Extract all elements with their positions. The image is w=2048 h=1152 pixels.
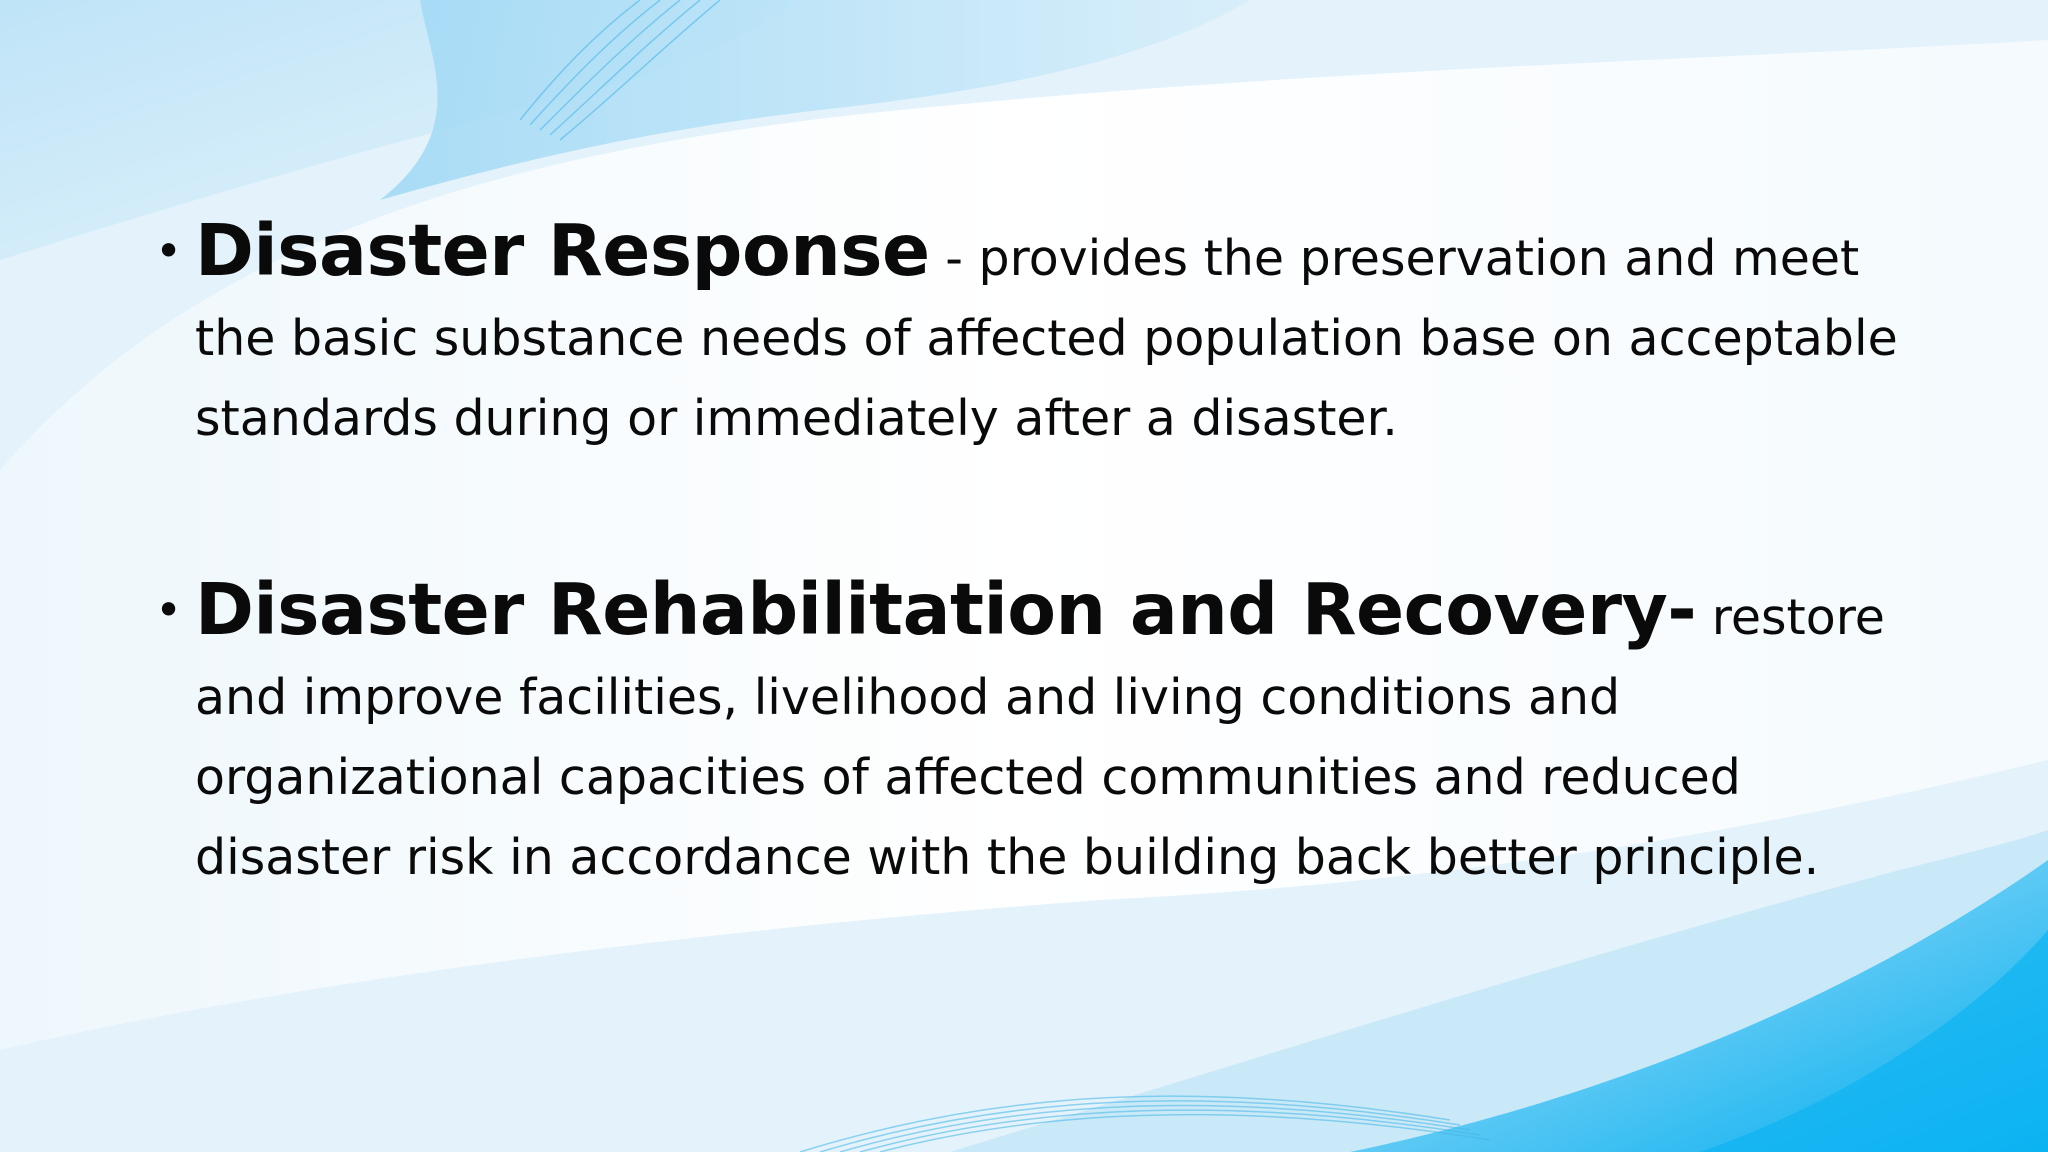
bullet-marker: • — [155, 224, 183, 278]
term-rehabilitation-recovery: Disaster Rehabilitation and Recovery- — [195, 568, 1697, 651]
separator — [1696, 589, 1712, 646]
bullet-disaster-response — [155, 209, 1915, 466]
term-disaster-response: Disaster Response — [195, 209, 930, 292]
slide-content — [155, 209, 1915, 905]
bullet-marker: • — [155, 583, 183, 637]
bullet-rehabilitation-recovery — [155, 568, 1915, 905]
description-rehabilitation-recovery: restore and improve facilities, livelihood and living conditions and organizational capacities of affected communities and reduced disaster risk in accordance with the building back better principle. — [195, 589, 1885, 886]
description-disaster-response: provides the preservation and meet the basic substance needs of affected population base on acceptable standards during or immediately after a disaster. — [195, 230, 1898, 447]
separator: - — [929, 230, 979, 287]
